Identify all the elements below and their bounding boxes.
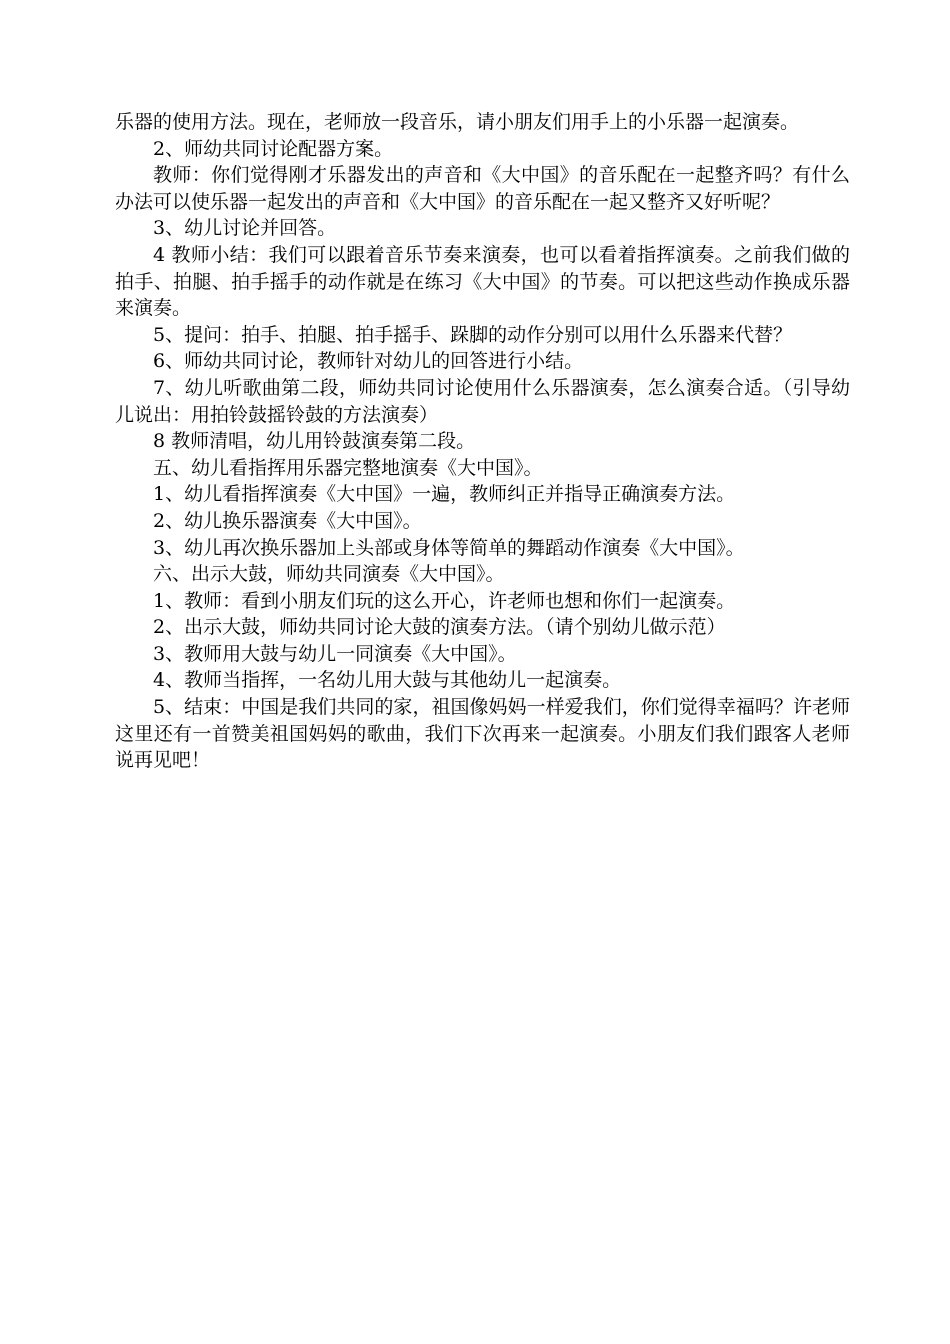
paragraph-five-step-2: 2、幼儿换乐器演奏《大中国》。 bbox=[153, 509, 422, 532]
paragraph-step-2-discussion: 2、师幼共同讨论配器方案。 bbox=[153, 137, 394, 160]
paragraph-step-7-listen: 7、幼儿听歌曲第二段，师幼共同讨论使用什么乐器演奏，怎么演奏合适。（引导幼儿说出：用拍铃鼓摇铃鼓的方法演奏） bbox=[115, 376, 850, 426]
paragraph-step-4-summary: 4 教师小结：我们可以跟着音乐节奏来演奏，也可以看着指挥演奏。之前我们做的拍手、拍腿、拍手摇手的动作就是在练习《大中国》的节奏。可以把这些动作换成乐器来演奏。 bbox=[115, 243, 850, 320]
paragraph-five-step-1: 1、幼儿看指挥演奏《大中国》一遍，教师纠正并指导正确演奏方法。 bbox=[153, 483, 736, 506]
paragraph-step-3-answer: 3、幼儿讨论并回答。 bbox=[153, 217, 337, 240]
paragraph-six-step-2: 2、出示大鼓，师幼共同讨论大鼓的演奏方法。（请个别幼儿做示范） bbox=[153, 616, 726, 639]
section-heading-six: 六、出示大鼓，师幼共同演奏《大中国》。 bbox=[153, 563, 505, 586]
paragraph-step-6-discussion: 6、师幼共同讨论，教师针对幼儿的回答进行小结。 bbox=[153, 350, 584, 373]
paragraph-five-step-3: 3、幼儿再次换乐器加上头部或身体等简单的舞蹈动作演奏《大中国》。 bbox=[153, 536, 745, 559]
paragraph-continuation: 乐器的使用方法。现在，老师放一段音乐，请小朋友们用手上的小乐器一起演奏。 bbox=[115, 111, 800, 133]
paragraph-step-5-question: 5、提问：拍手、拍腿、拍手摇手、跺脚的动作分别可以用什么乐器来代替？ bbox=[153, 323, 793, 346]
paragraph-step-8-sing: 8 教师清唱，幼儿用铃鼓演奏第二段。 bbox=[153, 430, 476, 453]
paragraph-six-step-1: 1、教师：看到小朋友们玩的这么开心，许老师也想和你们一起演奏。 bbox=[153, 589, 736, 612]
section-heading-five: 五、幼儿看指挥用乐器完整地演奏《大中国》。 bbox=[153, 456, 543, 479]
paragraph-teacher-question: 教师：你们觉得刚才乐器发出的声音和《大中国》的音乐配在一起整齐吗？有什么办法可以使乐器一起发出的声音和《大中国》的音乐配在一起又整齐又好听呢？ bbox=[115, 164, 850, 213]
document-body bbox=[115, 109, 850, 774]
paragraph-six-step-3: 3、教师用大鼓与幼儿一同演奏《大中国》。 bbox=[153, 642, 517, 665]
paragraph-six-step-5-ending: 5、结束：中国是我们共同的家，祖国像妈妈一样爱我们，你们觉得幸福吗？许老师这里还有一首赞美祖国妈妈的歌曲，我们下次再来一起演奏。小朋友们我们跟客人老师说再见吧！ bbox=[115, 696, 850, 772]
paragraph-six-step-4: 4、教师当指挥，一名幼儿用大鼓与其他幼儿一起演奏。 bbox=[153, 669, 622, 692]
